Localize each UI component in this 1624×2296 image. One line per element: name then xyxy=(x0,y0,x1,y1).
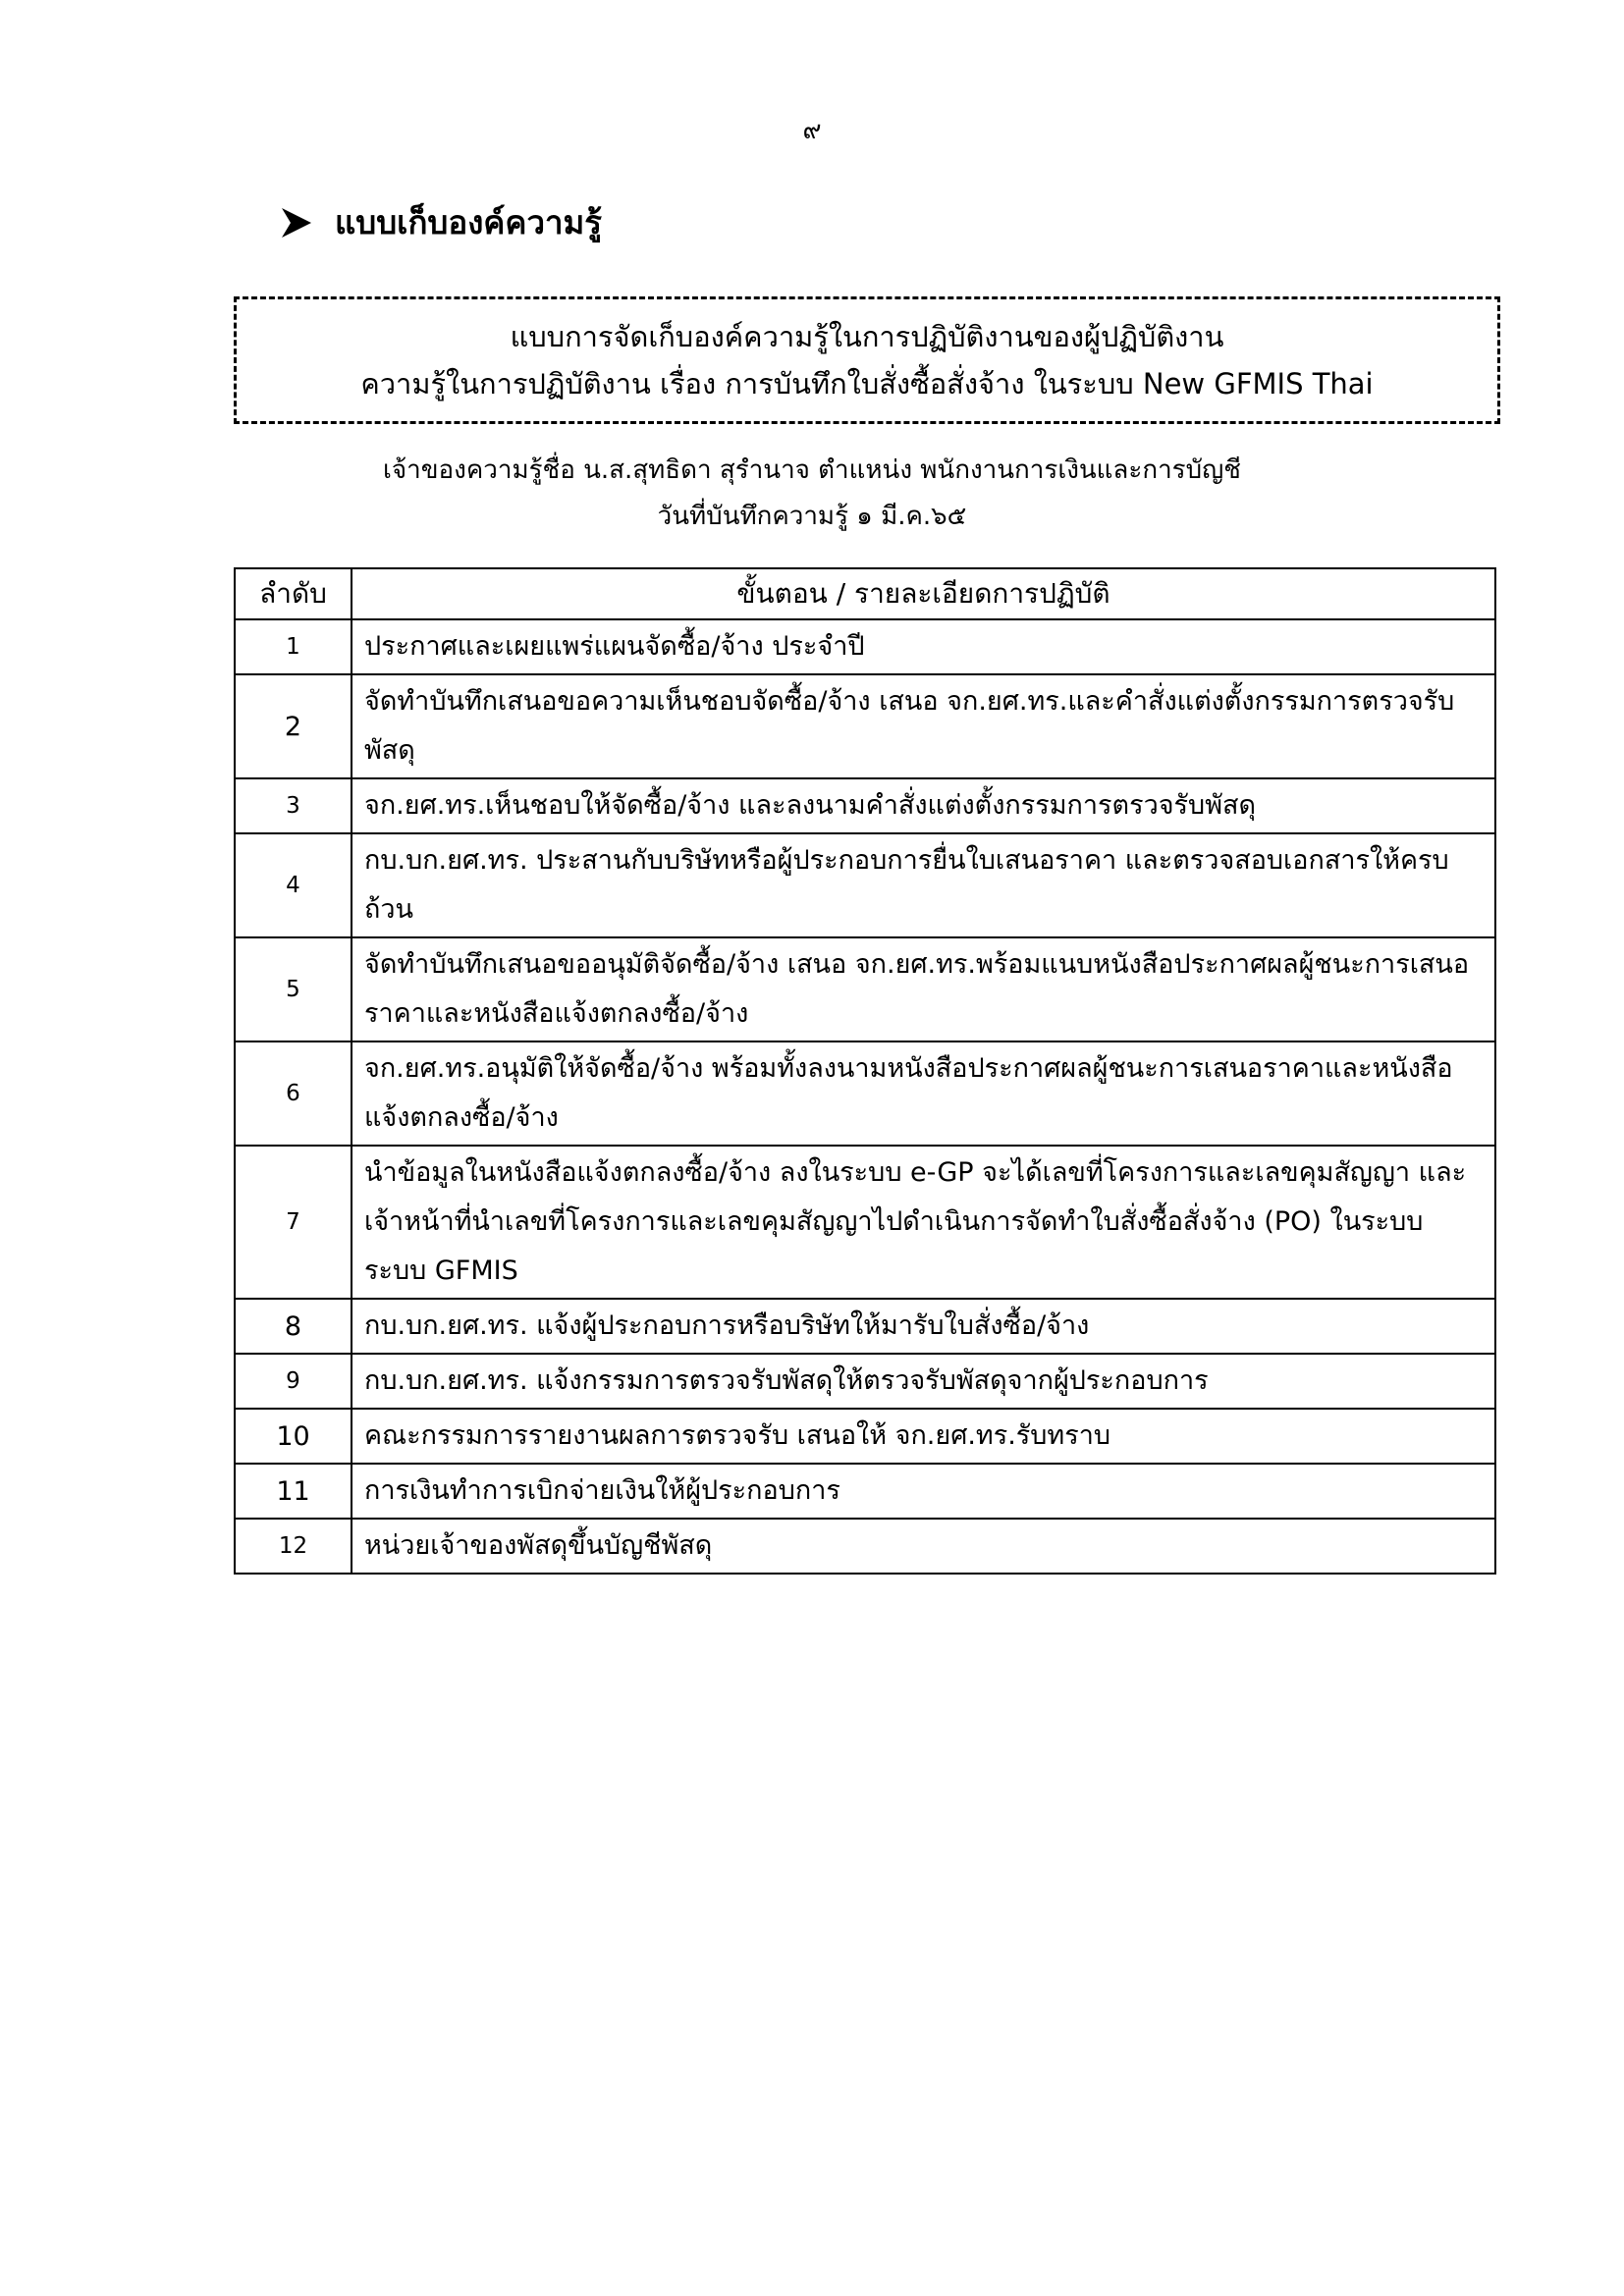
step-description: คณะกรรมการรายงานผลการตรวจรับ เสนอให้ จก.ยศ.ทร.รับทราบ xyxy=(352,1409,1495,1464)
step-number: 1 xyxy=(235,619,352,674)
section-heading xyxy=(280,196,602,248)
column-header-steps: ขั้นตอน / รายละเอียดการปฏิบัติ xyxy=(352,568,1495,619)
step-description: จัดทำบันทึกเสนอขออนุมัติจัดซื้อ/จ้าง เสนอ จก.ยศ.ทร.พร้อมแนบหนังสือประกาศผลผู้ชนะการเสนอราคาและหนังสือแจ้งตกลงซื้อ/จ้าง xyxy=(352,937,1495,1041)
step-number: 10 xyxy=(235,1409,352,1464)
step-number: 4 xyxy=(235,833,352,937)
step-number: 6 xyxy=(235,1041,352,1146)
arrow-bullet-icon xyxy=(280,206,313,240)
step-number: 11 xyxy=(235,1464,352,1519)
procedure-steps-table xyxy=(234,567,1496,1575)
table-row xyxy=(235,1409,1495,1464)
step-description: กบ.บก.ยศ.ทร. แจ้งผู้ประกอบการหรือบริษัทให้มารับใบสั่งซื้อ/จ้าง xyxy=(352,1299,1495,1354)
table-row xyxy=(235,833,1495,937)
form-title-line-2: ความรู้ในการปฏิบัติงาน เรื่อง การบันทึกใบสั่งซื้อสั่งจ้าง ในระบบ New GFMIS Thai xyxy=(360,367,1374,400)
step-description: กบ.บก.ยศ.ทร. แจ้งกรรมการตรวจรับพัสดุให้ตรวจรับพัสดุจากผู้ประกอบการ xyxy=(352,1354,1495,1409)
form-title-line-1: แบบการจัดเก็บองค์ความรู้ในการปฏิบัติงานของผู้ปฏิบัติงาน xyxy=(510,320,1224,353)
knowledge-owner-line: เจ้าของความรู้ชื่อ น.ส.สุทธิดา สุรำนาจ ตำแหน่ง พนักงานการเงินและการบัญชี xyxy=(383,455,1241,485)
step-number: 12 xyxy=(235,1519,352,1574)
column-header-order: ลำดับ xyxy=(235,568,352,619)
table-row xyxy=(235,1354,1495,1409)
step-number: 3 xyxy=(235,778,352,833)
table-row xyxy=(235,1299,1495,1354)
step-number: 7 xyxy=(235,1146,352,1299)
step-description: จก.ยศ.ทร.เห็นชอบให้จัดซื้อ/จ้าง และลงนามคำสั่งแต่งตั้งกรรมการตรวจรับพัสดุ xyxy=(352,778,1495,833)
step-description: จก.ยศ.ทร.อนุมัติให้จัดซื้อ/จ้าง พร้อมทั้งลงนามหนังสือประกาศผลผู้ชนะการเสนอราคาและหนังสือแจ้งตกลงซื้อ/จ้าง xyxy=(352,1041,1495,1146)
step-description: ประกาศและเผยแพร่แผนจัดซื้อ/จ้าง ประจำปี xyxy=(352,619,1495,674)
section-heading-text: แบบเก็บองค์ความรู้ xyxy=(335,203,602,241)
table-row xyxy=(235,1146,1495,1299)
step-description: นำข้อมูลในหนังสือแจ้งตกลงซื้อ/จ้าง ลงในระบบ e-GP จะได้เลขที่โครงการและเลขคุมสัญญา และเจ้าหน้าที่นำเลขที่โครงการและเลขคุมสัญญาไปดำเนินการจัดทำใบสั่งซื้อสั่งจ้าง (PO) ในระบบระบบ GFMIS xyxy=(352,1146,1495,1299)
step-number: 5 xyxy=(235,937,352,1041)
page-number: ๙ xyxy=(802,116,822,145)
step-description: จัดทำบันทึกเสนอขอความเห็นชอบจัดซื้อ/จ้าง เสนอ จก.ยศ.ทร.และคำสั่งแต่งตั้งกรรมการตรวจรับพัสดุ xyxy=(352,674,1495,778)
table-header-row xyxy=(235,568,1495,619)
step-number: 2 xyxy=(235,674,352,778)
record-date-line: วันที่บันทึกความรู้ ๑ มี.ค.๖๕ xyxy=(657,502,967,531)
step-description: หน่วยเจ้าของพัสดุขึ้นบัญชีพัสดุ xyxy=(352,1519,1495,1574)
table-row xyxy=(235,778,1495,833)
step-number: 9 xyxy=(235,1354,352,1409)
table-row xyxy=(235,937,1495,1041)
table-row xyxy=(235,674,1495,778)
table-row xyxy=(235,1041,1495,1146)
step-number: 8 xyxy=(235,1299,352,1354)
form-title-box xyxy=(234,296,1500,424)
table-row xyxy=(235,1519,1495,1574)
step-description: กบ.บก.ยศ.ทร. ประสานกับบริษัทหรือผู้ประกอบการยื่นใบเสนอราคา และตรวจสอบเอกสารให้ครบถ้วน xyxy=(352,833,1495,937)
step-description: การเงินทำการเบิกจ่ายเงินให้ผู้ประกอบการ xyxy=(352,1464,1495,1519)
table-row xyxy=(235,1464,1495,1519)
table-row xyxy=(235,619,1495,674)
